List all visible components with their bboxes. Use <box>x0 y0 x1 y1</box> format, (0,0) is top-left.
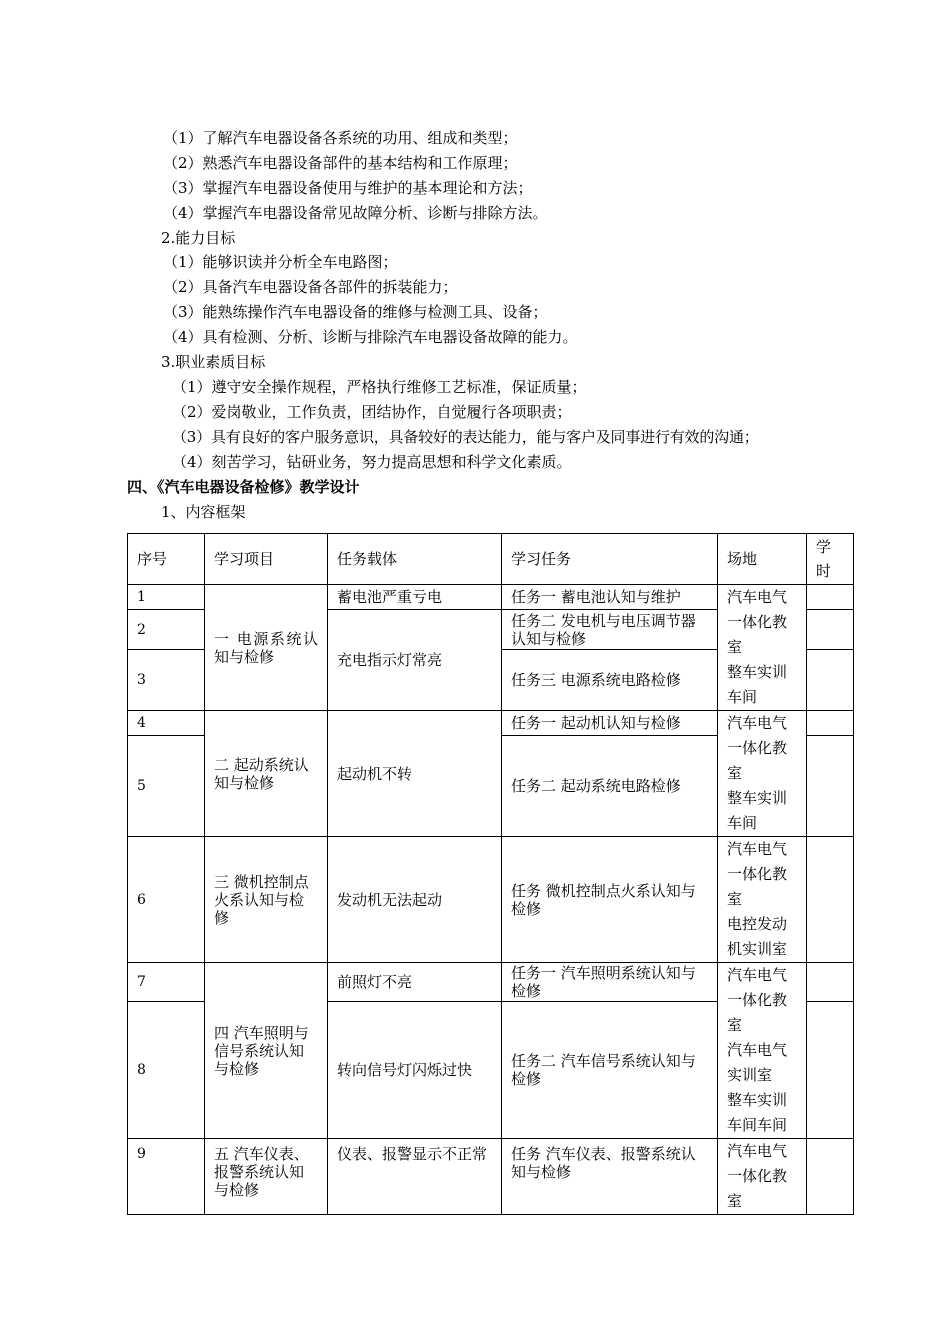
task-cell: 任务三 电源系统电路检修 <box>502 650 718 711</box>
table-row <box>128 1139 854 1215</box>
hours-cell <box>807 1139 854 1215</box>
header-cell: 学习任务 <box>502 534 718 585</box>
ability-item: （3）能熟练操作汽车电器设备的维修与检测工具、设备； <box>163 303 548 321</box>
knowledge-item: （3）掌握汽车电器设备使用与维护的基本理论和方法； <box>163 179 533 197</box>
table-row <box>128 585 854 610</box>
hours-cell <box>807 837 854 963</box>
task-cell: 任务 汽车仪表、报警系统认知与检修 <box>502 1139 718 1215</box>
task-cell: 任务一 汽车照明系统认知与检修 <box>502 963 718 1002</box>
table-header-row <box>128 534 854 585</box>
quality-goals-title: 3.职业素质目标 <box>161 353 266 371</box>
quality-item: （1）遵守安全操作规程，严格执行维修工艺标准，保证质量； <box>172 378 587 396</box>
location-cell: 汽车电气一体化教室 <box>718 1139 807 1215</box>
row-number: 4 <box>128 711 205 736</box>
task-cell: 任务一 蓄电池认知与维护 <box>502 585 718 610</box>
header-cell: 学时 <box>807 534 854 585</box>
hours-cell <box>807 963 854 1002</box>
section-heading: 四、《汽车电器设备检修》教学设计 <box>127 478 360 496</box>
row-number: 9 <box>128 1139 205 1215</box>
hours-cell <box>807 711 854 736</box>
location-cell: 汽车电气一体化教室 电控发动机实训室 <box>718 837 807 963</box>
carrier-cell: 仪表、报警显示不正常 <box>328 1139 502 1215</box>
row-number: 2 <box>128 610 205 650</box>
hours-cell <box>807 650 854 711</box>
hours-cell <box>807 1002 854 1139</box>
quality-item: （3）具有良好的客户服务意识，具备较好的表达能力，能与客户及同事进行有效的沟通； <box>172 428 759 446</box>
table-row <box>128 963 854 1002</box>
task-cell: 任务 微机控制点火系认知与检修 <box>502 837 718 963</box>
carrier-cell: 转向信号灯闪烁过快 <box>328 1002 502 1139</box>
sub-heading: 1、内容框架 <box>161 503 246 521</box>
row-number: 1 <box>128 585 205 610</box>
header-cell: 序号 <box>128 534 205 585</box>
knowledge-item: （1）了解汽车电器设备各系统的功用、组成和类型； <box>163 129 518 147</box>
row-number: 6 <box>128 837 205 963</box>
knowledge-item: （2）熟悉汽车电器设备部件的基本结构和工作原理； <box>163 154 518 172</box>
table-row <box>128 837 854 963</box>
task-cell: 任务二 汽车信号系统认知与检修 <box>502 1002 718 1139</box>
carrier-cell: 前照灯不亮 <box>328 963 502 1002</box>
content-framework-table <box>127 533 854 1215</box>
carrier-cell: 充电指示灯常亮 <box>328 610 502 711</box>
quality-item: （4）刻苦学习，钻研业务，努力提高思想和科学文化素质。 <box>172 453 572 471</box>
carrier-cell: 发动机无法起动 <box>328 837 502 963</box>
row-number: 8 <box>128 1002 205 1139</box>
carrier-cell: 起动机不转 <box>328 711 502 837</box>
quality-item: （2）爱岗敬业，工作负责，团结协作，自觉履行各项职责； <box>172 403 572 421</box>
location-cell: 汽车电气一体化教室 汽车电气实训室 整车实训车间车间 <box>718 963 807 1139</box>
project-cell: 二 起动系统认知与检修 <box>205 711 328 837</box>
row-number: 7 <box>128 963 205 1002</box>
row-number: 5 <box>128 736 205 837</box>
project-cell: 五 汽车仪表、报警系统认知与检修 <box>205 1139 328 1215</box>
header-cell: 场地 <box>718 534 807 585</box>
project-cell: 一 电源系统认知与检修 <box>205 585 328 711</box>
hours-cell <box>807 736 854 837</box>
task-cell: 任务二 发电机与电压调节器认知与检修 <box>502 610 718 650</box>
row-number: 3 <box>128 650 205 711</box>
ability-item: （2）具备汽车电器设备各部件的拆装能力； <box>163 278 458 296</box>
project-cell: 三 微机控制点火系认知与检修 <box>205 837 328 963</box>
header-cell: 任务载体 <box>328 534 502 585</box>
project-cell: 四 汽车照明与信号系统认知与检修 <box>205 963 328 1139</box>
hours-cell <box>807 610 854 650</box>
header-cell: 学习项目 <box>205 534 328 585</box>
location-cell: 汽车电气一体化教室 整车实训车间 <box>718 711 807 837</box>
hours-cell <box>807 585 854 610</box>
location-cell: 汽车电气一体化教室 整车实训车间 <box>718 585 807 711</box>
task-cell: 任务二 起动系统电路检修 <box>502 736 718 837</box>
ability-goals-title: 2.能力目标 <box>161 229 236 247</box>
task-cell: 任务一 起动机认知与检修 <box>502 711 718 736</box>
carrier-cell: 蓄电池严重亏电 <box>328 585 502 610</box>
ability-item: （4）具有检测、分析、诊断与排除汽车电器设备故障的能力。 <box>163 328 578 346</box>
table-row <box>128 711 854 736</box>
ability-item: （1）能够识读并分析全车电路图； <box>163 253 398 271</box>
knowledge-item: （4）掌握汽车电器设备常见故障分析、诊断与排除方法。 <box>163 204 548 222</box>
